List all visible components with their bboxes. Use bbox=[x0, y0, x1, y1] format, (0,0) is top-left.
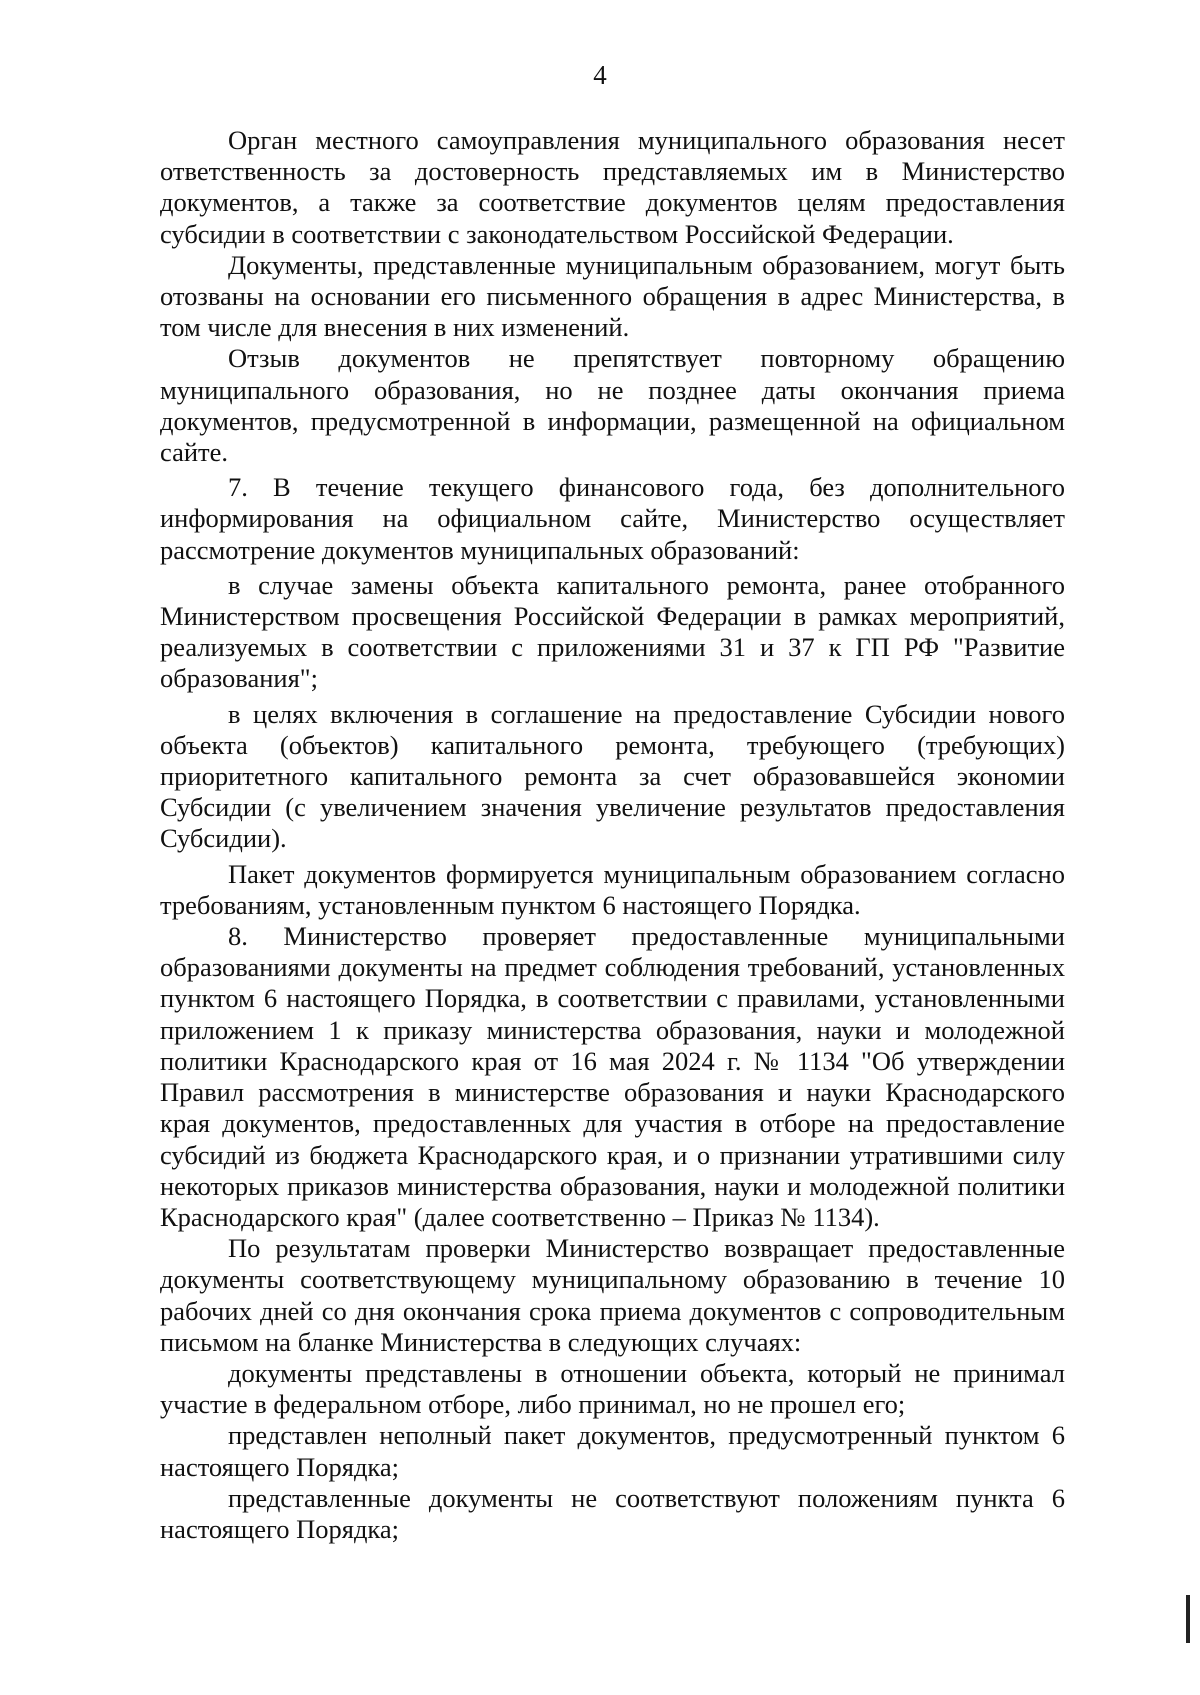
paragraph-withdrawal-reapply: Отзыв документов не препятствует повторному обращению муниципального образования, но не позднее даты окончания приема документов, предусмотренной в информации, размещенной на официальном сайте. bbox=[160, 343, 1065, 468]
paragraph-withdrawal: Документы, представленные муниципальным образованием, могут быть отозваны на основании его письменного обращения в адрес Министерства, в том числе для внесения в них изменений. bbox=[160, 249, 1065, 343]
paragraph-document-package: Пакет документов формируется муниципальным образованием согласно требованиям, установленным пунктом 6 настоящего Порядка. bbox=[160, 858, 1065, 920]
page-number: 4 bbox=[593, 60, 607, 90]
paragraph-clause-7-case-inclusion: в целях включения в соглашение на предоставление Субсидии нового объекта (объектов) капитального ремонта, требующего (требующих) приоритетного капитального ремонта за счет образовавшейся экономии Субсидии (с увеличением значения увеличение результатов предоставления Субсидии). bbox=[160, 698, 1065, 854]
paragraph-check-results: По результатам проверки Министерство возвращает предоставленные документы соответствующему муниципальному образованию в течение 10 рабочих дней со дня окончания срока приема документов с сопроводительным письмом на бланке Министерства в следующих случаях: bbox=[160, 1233, 1065, 1357]
paragraph-clause-8: 8. Министерство проверяет предоставленные муниципальными образованиями документы на предмет соблюдения требований, установленных пунктом 6 настоящего Порядка, в соответствии с правилами, установленными приложением 1 к приказу министерства образования, науки и молодежной политики Краснодарского края от 16 мая 2024 г. № 1134 "Об утверждении Правил рассмотрения в министерстве образования и науки Краснодарского края документов, предоставленных для участия в отборе на предоставление субсидий из бюджета Краснодарского края, и о признании утратившими силу некоторых приказов министерства образования, науки и молодежной политики Краснодарского края" (далее соответственно – Приказ № 1134). bbox=[160, 921, 1065, 1232]
paragraph-return-case-2: представлен неполный пакет документов, предусмотренный пунктом 6 настоящего Порядка; bbox=[160, 1420, 1065, 1482]
paragraph-return-case-3: представленные документы не соответствуют положениям пункта 6 настоящего Порядка; bbox=[160, 1482, 1065, 1544]
paragraph-responsibility: Орган местного самоуправления муниципального образования несет ответственность за достоверность представляемых им в Министерство документов, а также за соответствие документов целям предоставления субсидии в соответствии с законодательством Российской Федерации. bbox=[160, 125, 1065, 249]
paragraph-clause-7: 7. В течение текущего финансового года, без дополнительного информирования на официальном сайте, Министерство осуществляет рассмотрение документов муниципальных образований: bbox=[160, 472, 1065, 565]
paragraph-return-case-1: документы представлены в отношении объекта, который не принимал участие в федеральном отборе, либо принимал, но не прошел его; bbox=[160, 1357, 1065, 1420]
scan-edge-mark bbox=[1186, 1595, 1190, 1643]
paragraph-clause-7-case-replacement: в случае замены объекта капитального ремонта, ранее отобранного Министерством просвещения Российской Федерации в рамках мероприятий, реализуемых в соответствии с приложениями 31 и 37 к ГП РФ "Развитие образования"; bbox=[160, 569, 1065, 694]
document-body bbox=[160, 125, 1065, 1545]
